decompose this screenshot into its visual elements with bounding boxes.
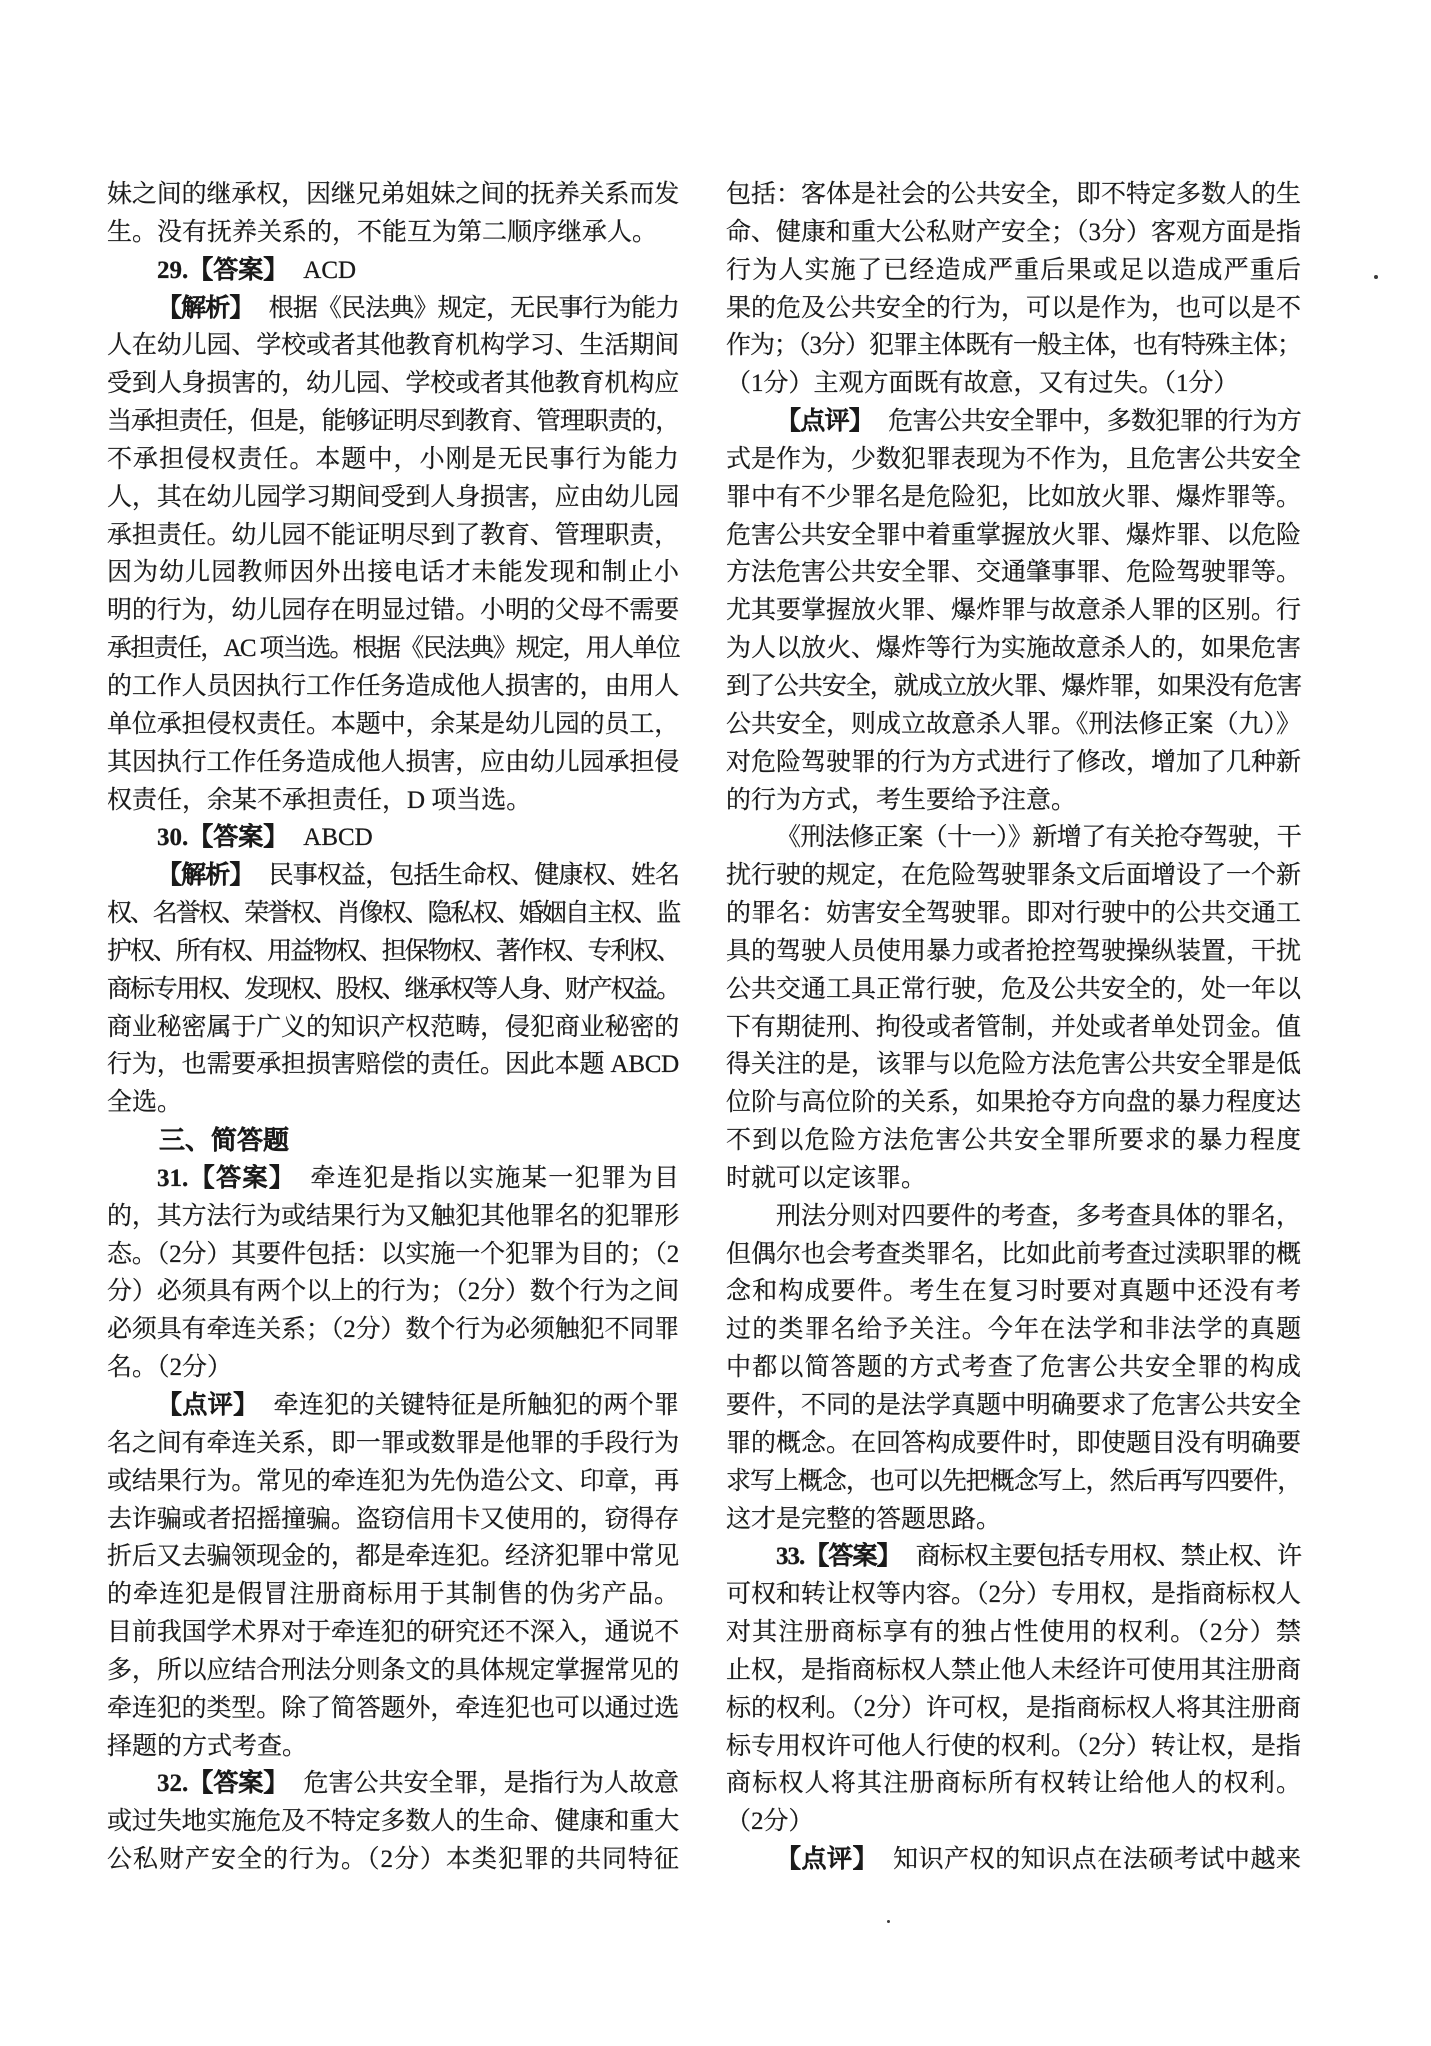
- text-line: 商标权人将其注册商标所有权转让给他人的权利。: [726, 1770, 1301, 1798]
- text-line: 生。没有抚养关系的，不能互为第二顺序继承人。: [107, 218, 658, 246]
- text-line: 名之间有牵连关系，即一罪或数罪是他罪的手段行为: [107, 1429, 679, 1457]
- text-line-content: ABCD: [303, 824, 373, 852]
- answer-label: 31.【答案】: [157, 1164, 296, 1192]
- text-line: 人在幼儿园、学校或者其他教育机构学习、生活期间: [107, 332, 679, 360]
- text-line: （1分）主观方面既有故意，又有过失。（1分）: [726, 370, 1239, 398]
- text-line: 不承担侵权责任。本题中，小刚是无民事行为能力: [107, 445, 679, 473]
- text-line: 过的类罪名给予关注。今年在法学和非法学的真题: [726, 1316, 1301, 1344]
- text-line: 下有期徒刑、拘役或者管制，并处或者单处罚金。值: [726, 1013, 1302, 1041]
- text-line: 多，所以应结合刑法分则条文的具体规定掌握常见的: [107, 1656, 679, 1684]
- text-line: 的牵连犯是假冒注册商标用于其制售的伪劣产品。: [107, 1581, 679, 1609]
- text-line: 果的危及公共安全的行为，可以是作为，也可以是不: [726, 294, 1302, 322]
- text-line: 标专用权许可他人行使的权利。（2分）转让权，是指: [726, 1732, 1302, 1760]
- text-line: 公私财产安全的行为。（2分）本类犯罪的共同特征: [107, 1846, 679, 1874]
- commentary-label: 【点评】: [776, 408, 874, 436]
- scan-speck: [1374, 275, 1378, 279]
- text-line: 这才是完整的答题思路。: [726, 1505, 1002, 1533]
- text-line: 不到以危险方法危害公共安全罪所要求的暴力程度: [726, 1127, 1301, 1155]
- text-line: 中都以简答题的方式考查了危害公共安全罪的构成: [726, 1354, 1301, 1382]
- text-line: 标的权利。（2分）许可权，是指商标权人将其注册商: [726, 1694, 1302, 1722]
- text-line: [107, 252, 679, 290]
- text-line: 但偶尔也会考查类罪名，比如此前考查过渎职罪的概: [726, 1240, 1302, 1268]
- text-line: 公共交通工具正常行驶，危及公共安全的，处一年以: [726, 975, 1302, 1003]
- text-line: [726, 1538, 1301, 1576]
- text-line: 方法危害公共安全罪、交通肇事罪、危险驾驶罪等。: [726, 559, 1302, 587]
- text-line: 行为，也需要承担损害赔偿的责任。因此本题 ABCD: [107, 1051, 679, 1079]
- text-line: 要件，不同的是法学真题中明确要求了危害公共安全: [726, 1392, 1302, 1419]
- text-line: 命、健康和重大公私财产安全；（3分）客观方面是指: [726, 218, 1302, 246]
- text-line: 公共安全，则成立故意杀人罪。《刑法修正案（九）》: [726, 710, 1302, 738]
- text-line: 时就可以定该罪。: [726, 1164, 927, 1192]
- text-line: 的，其方法行为或结果行为又触犯其他罪名的犯罪形: [107, 1202, 679, 1230]
- text-line: 包括：客体是社会的公共安全，即不特定多数人的生: [726, 181, 1302, 208]
- text-line: 式是作为，少数犯罪表现为不作为，且危害公共安全: [726, 445, 1302, 473]
- commentary-label: 【点评】: [776, 1846, 879, 1874]
- text-line: [107, 290, 679, 328]
- text-line: 其因执行工作任务造成他人损害，应由幼儿园承担侵: [107, 748, 679, 776]
- text-line: 承担责任。幼儿园不能证明尽到了教育、管理职责，: [107, 521, 679, 549]
- body-paragraph: [726, 819, 1301, 1197]
- text-line: 受到人身损害的，幼儿园、学校或者其他教育机构应: [107, 370, 679, 398]
- text-line: [107, 1765, 679, 1803]
- text-line-content: 根据《民法典》规定，无民事行为能力: [268, 294, 679, 322]
- text-line: 念和构成要件。考生在复习时要对真题中还没有考: [726, 1278, 1301, 1306]
- text-line: 扰行驶的规定，在危险驾驶罪条文后面增设了一个新: [726, 862, 1302, 890]
- body-paragraph: [726, 1198, 1301, 1539]
- analysis-paragraph: [107, 857, 679, 1122]
- text-line: 可权和转让权等内容。（2分）专用权，是指商标权人: [726, 1581, 1302, 1609]
- commentary-label: 【点评】: [157, 1392, 259, 1419]
- text-line: 罪的概念。在回答构成要件时，即使题目没有明确要: [726, 1429, 1302, 1457]
- text-line: 具的驾驶人员使用暴力或者抢控驾驶操纵装置，干扰: [726, 937, 1302, 965]
- text-line: 止权，是指商标权人禁止他人未经许可使用其注册商: [726, 1656, 1302, 1684]
- text-line: 罪中有不少罪名是危险犯，比如放火罪、爆炸罪等。: [726, 483, 1302, 511]
- text-line: 当承担责任，但是，能够证明尽到教育、管理职责的，: [107, 408, 679, 436]
- text-column-right: [726, 176, 1301, 1879]
- text-line: 商标专用权、发现权、股权、继承权等人身、财产权益。: [107, 975, 679, 1003]
- analysis-paragraph: [107, 290, 679, 820]
- section-heading: 三、简答题: [159, 1126, 290, 1156]
- text-line: 作为；（3分）犯罪主体既有一般主体，也有特殊主体；: [726, 332, 1302, 360]
- text-line: 到了公共安全，就成立放火罪、爆炸罪，如果没有危害: [726, 672, 1301, 700]
- commentary-paragraph: [107, 1387, 679, 1765]
- text-line: [107, 1387, 679, 1425]
- text-line: [726, 1841, 1301, 1879]
- text-line: 位阶与高位阶的关系，如果抢夺方向盘的暴力程度达: [726, 1089, 1302, 1117]
- text-line-content: 牵连犯是指以实施某一犯罪为目: [310, 1164, 679, 1192]
- scan-speck: [887, 1920, 890, 1923]
- text-line: 为人以放火、爆炸等行为实施故意杀人的，如果危害: [726, 635, 1302, 663]
- text-line: 刑法分则对四要件的考查，多考查具体的罪名，: [776, 1202, 1302, 1230]
- text-line-content: ACD: [303, 256, 357, 284]
- text-line: 人，其在幼儿园学习期间受到人身损害，应由幼儿园: [107, 483, 679, 511]
- answer-paragraph: [107, 1765, 679, 1879]
- text-line: 择题的方式考查。: [107, 1732, 308, 1760]
- analysis-label: 【解析】: [157, 862, 254, 890]
- body-paragraph: [107, 176, 679, 252]
- text-line: [107, 819, 679, 857]
- answer-paragraph: [107, 252, 679, 290]
- answer-label: 29.【答案】: [157, 256, 289, 284]
- text-line: 目前我国学术界对于牵连犯的研究还不深入，通说不: [107, 1619, 679, 1647]
- text-line: 明的行为，幼儿园存在明显过错。小明的父母不需要: [107, 597, 679, 625]
- text-line: 危害公共安全罪中着重掌握放火罪、爆炸罪、以危险: [726, 521, 1302, 549]
- text-line: 单位承担侵权责任。本题中，余某是幼儿园的员工，: [107, 710, 679, 738]
- answer-paragraph: [107, 819, 679, 857]
- text-line: [726, 403, 1301, 441]
- text-line-content: 牵连犯的关键特征是所触犯的两个罪: [273, 1392, 679, 1419]
- answer-paragraph: [107, 1160, 679, 1387]
- analysis-label: 【解析】: [157, 294, 254, 322]
- text-line-content: 危害公共安全罪，是指行为人故意: [303, 1770, 679, 1798]
- commentary-paragraph: [726, 403, 1301, 819]
- answer-label: 32.【答案】: [157, 1770, 289, 1798]
- text-line: 得关注的是，该罪与以危险方法危害公共安全罪是低: [726, 1051, 1302, 1079]
- text-line: 分）必须具有两个以上的行为；（2分）数个行为之间: [107, 1278, 679, 1306]
- text-line: 的行为方式，考生要给予注意。: [726, 786, 1077, 814]
- commentary-paragraph: [726, 1841, 1301, 1879]
- text-line: 权责任，余某不承担责任，D 项当选。: [107, 786, 532, 814]
- text-line: 对其注册商标享有的独占性使用的权利。（2分）禁: [726, 1619, 1301, 1647]
- body-paragraph: [726, 176, 1301, 403]
- text-line: 的罪名：妨害安全驾驶罪。即对行驶中的公共交通工: [726, 900, 1302, 928]
- text-line: 态。（2分）其要件包括：以实施一个犯罪为目的；（2: [107, 1240, 679, 1268]
- text-line: 必须具有牵连关系；（2分）数个行为必须触犯不同罪: [107, 1316, 679, 1344]
- text-line: 去诈骗或者招摇撞骗。盗窃信用卡又使用的，窃得存: [107, 1505, 679, 1533]
- text-line: 求写上概念，也可以先把概念写上，然后再写四要件，: [726, 1467, 1301, 1495]
- text-line-content: 知识产权的知识点在法硕考试中越来: [893, 1846, 1301, 1874]
- text-line: 因为幼儿园教师因外出接电话才未能发现和制止小: [107, 559, 679, 587]
- text-line: 商业秘密属于广义的知识产权范畴，侵犯商业秘密的: [107, 1013, 679, 1041]
- text-line: 《刑法修正案（十一）》新增了有关抢夺驾驶，干: [776, 824, 1301, 852]
- answer-paragraph: [726, 1538, 1301, 1841]
- text-column-left: [107, 176, 679, 1879]
- text-line: 或过失地实施危及不特定多数人的生命、健康和重大: [107, 1808, 679, 1836]
- text-line: 权、名誉权、荣誉权、肖像权、隐私权、婚姻自主权、监: [107, 900, 679, 928]
- text-line: 妹之间的继承权，因继兄弟姐妹之间的抚养关系而发: [107, 181, 679, 208]
- text-line: [107, 1160, 679, 1198]
- text-line: 行为人实施了已经造成严重后果或足以造成严重后: [726, 256, 1301, 284]
- text-line: 尤其要掌握放火罪、爆炸罪与故意杀人罪的区别。行: [726, 597, 1302, 625]
- text-line: [107, 857, 679, 895]
- text-line: 名。（2分）: [107, 1354, 233, 1382]
- text-line: 承担责任，AC 项当选。根据《民法典》规定，用人单位: [107, 635, 679, 663]
- text-line: 对危险驾驶罪的行为方式进行了修改，增加了几种新: [726, 748, 1302, 776]
- text-line-content: 商标权主要包括专用权、禁止权、许: [915, 1543, 1301, 1571]
- text-line-content: 危害公共安全罪中，多数犯罪的行为方: [888, 408, 1301, 436]
- text-line: 全选。: [107, 1089, 183, 1117]
- text-line: （2分）: [726, 1808, 814, 1836]
- text-line-content: 民事权益，包括生命权、健康权、姓名: [268, 862, 679, 890]
- answer-label: 33.【答案】: [776, 1543, 901, 1571]
- text-line: 的工作人员因执行工作任务造成他人损害的，由用人: [107, 672, 679, 700]
- text-line: 护权、所有权、用益物权、担保物权、著作权、专利权、: [107, 937, 679, 965]
- text-line: 折后又去骗领现金的，都是牵连犯。经济犯罪中常见: [107, 1543, 679, 1571]
- answer-label: 30.【答案】: [157, 824, 289, 852]
- text-line: 牵连犯的类型。除了简答题外，牵连犯也可以通过选: [107, 1694, 679, 1722]
- text-line: 或结果行为。常见的牵连犯为先伪造公文、印章，再: [107, 1467, 679, 1495]
